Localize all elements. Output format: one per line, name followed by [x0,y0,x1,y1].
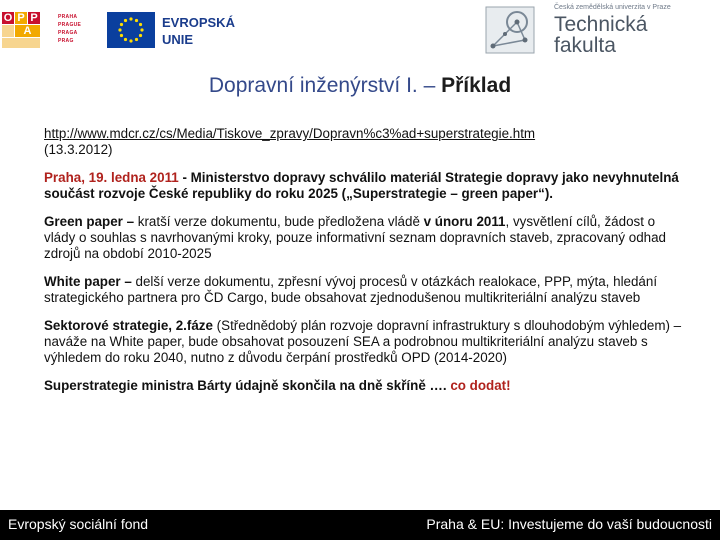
slide-content [44,126,684,406]
opp-letter: O [3,12,13,24]
green-paper-date: v únoru 2011 [423,214,506,229]
intro-text: - Ministerstvo dopravy schválilo materiál Strategie dopravy jako nevyhnutelná součást rozvoje České republiky do roku 2025 („Superstrategie – green paper“). [44,170,679,201]
eu-star [140,28,143,31]
intro-date: Praha, 19. ledna 2011 [44,170,179,185]
white-paper-text: delší verze dokumentu, zpřesní vývoj procesů v otázkách realokace, PPP, mýta, hledání strategického partnera pro ČD Cargo, bude obsahovat zjednodušenou multikriteriální analýzu staveb [44,274,658,305]
footer-bar [0,510,720,540]
footer-right-text: Praha & EU: Investujeme do vaší budoucnosti [426,516,712,532]
university-name: Česká zemědělská univerzita v Praze [554,4,671,11]
footer-left-text: Evropský sociální fond [8,516,149,532]
eu-star [120,23,123,26]
opp-letter: A [15,25,40,37]
paragraph-white-paper [44,274,684,306]
eu-star [135,38,138,41]
conclusion-text: Superstrategie ministra Bárty údajně skončila na dně skříně …. [44,378,447,393]
opp-letter: P [28,12,40,24]
eu-star [129,17,132,20]
white-paper-label: White paper – [44,274,132,289]
opp-praha-logo [2,12,54,48]
eu-flag-icon [107,12,155,48]
sector-strategy-label: Sektorové strategie, 2.fáze [44,318,213,333]
opp-blank [2,25,14,37]
green-paper-label: Green paper – [44,214,135,229]
sector-strategy-text: (Střednědobý plán rozvoje dopravní infrastruktury s dlouhodobým výhledem) – naváže na White paper, bude obsahovat posouzení SEA a podrobnou multikriteriální analýzu staveb s výhledem do roku 2040, nutno z důvodu čerpání prostředků OPD (2014-2020) [44,318,682,365]
eu-star [120,34,123,37]
faculty-name-line1: Technická [554,13,648,36]
eu-star [135,19,138,22]
paragraph-sector-strategy [44,318,684,366]
eu-text-line1: EVROPSKÁ [162,15,235,30]
faculty-name [554,14,647,56]
opp-letter: P [15,12,27,24]
eu-star [124,38,127,41]
eu-star [129,39,132,42]
praha-line: PRAGA [58,30,78,36]
eu-star [139,23,142,26]
eu-logo-text [162,14,235,48]
conclusion-red: co dodat! [446,378,511,393]
eu-star [124,19,127,22]
paragraph-green-paper [44,214,684,262]
source-date: (13.3.2012) [44,142,113,157]
tf-network-logo-icon [485,6,535,54]
opp-bar [2,38,40,48]
faculty-name-line2: fakulta [554,34,616,57]
green-paper-text1: kratší verze dokumentu, bude předložena vládě [134,214,424,229]
green-paper-text2: , vysvětlení cílů, žádost o vlády o souhlas s navrhovanými kroky, pouze informativní seznam dopravních staveb, zpracovaný odhad zdrojů na období 2010-2025 [44,214,666,261]
paragraph-conclusion [44,378,684,394]
praha-line: PRAG [58,38,74,44]
praha-line: PRAGUE [58,22,82,28]
paragraph-intro [44,170,684,202]
eu-star [118,28,121,31]
source-link[interactable]: http://www.mdcr.cz/cs/Media/Tiskove_zpravy/Dopravn%c3%ad+superstrategie.htm [44,126,536,141]
slide-title [0,74,720,98]
source-block [44,126,684,158]
praha-text-grid [58,13,81,45]
eu-text-line2: UNIE [162,32,194,47]
praha-line: PRAHA [58,14,78,20]
header [0,0,720,62]
title-bold: Příklad [441,74,512,97]
eu-star [139,34,142,37]
title-main: Dopravní inženýrství I. – [208,74,442,97]
